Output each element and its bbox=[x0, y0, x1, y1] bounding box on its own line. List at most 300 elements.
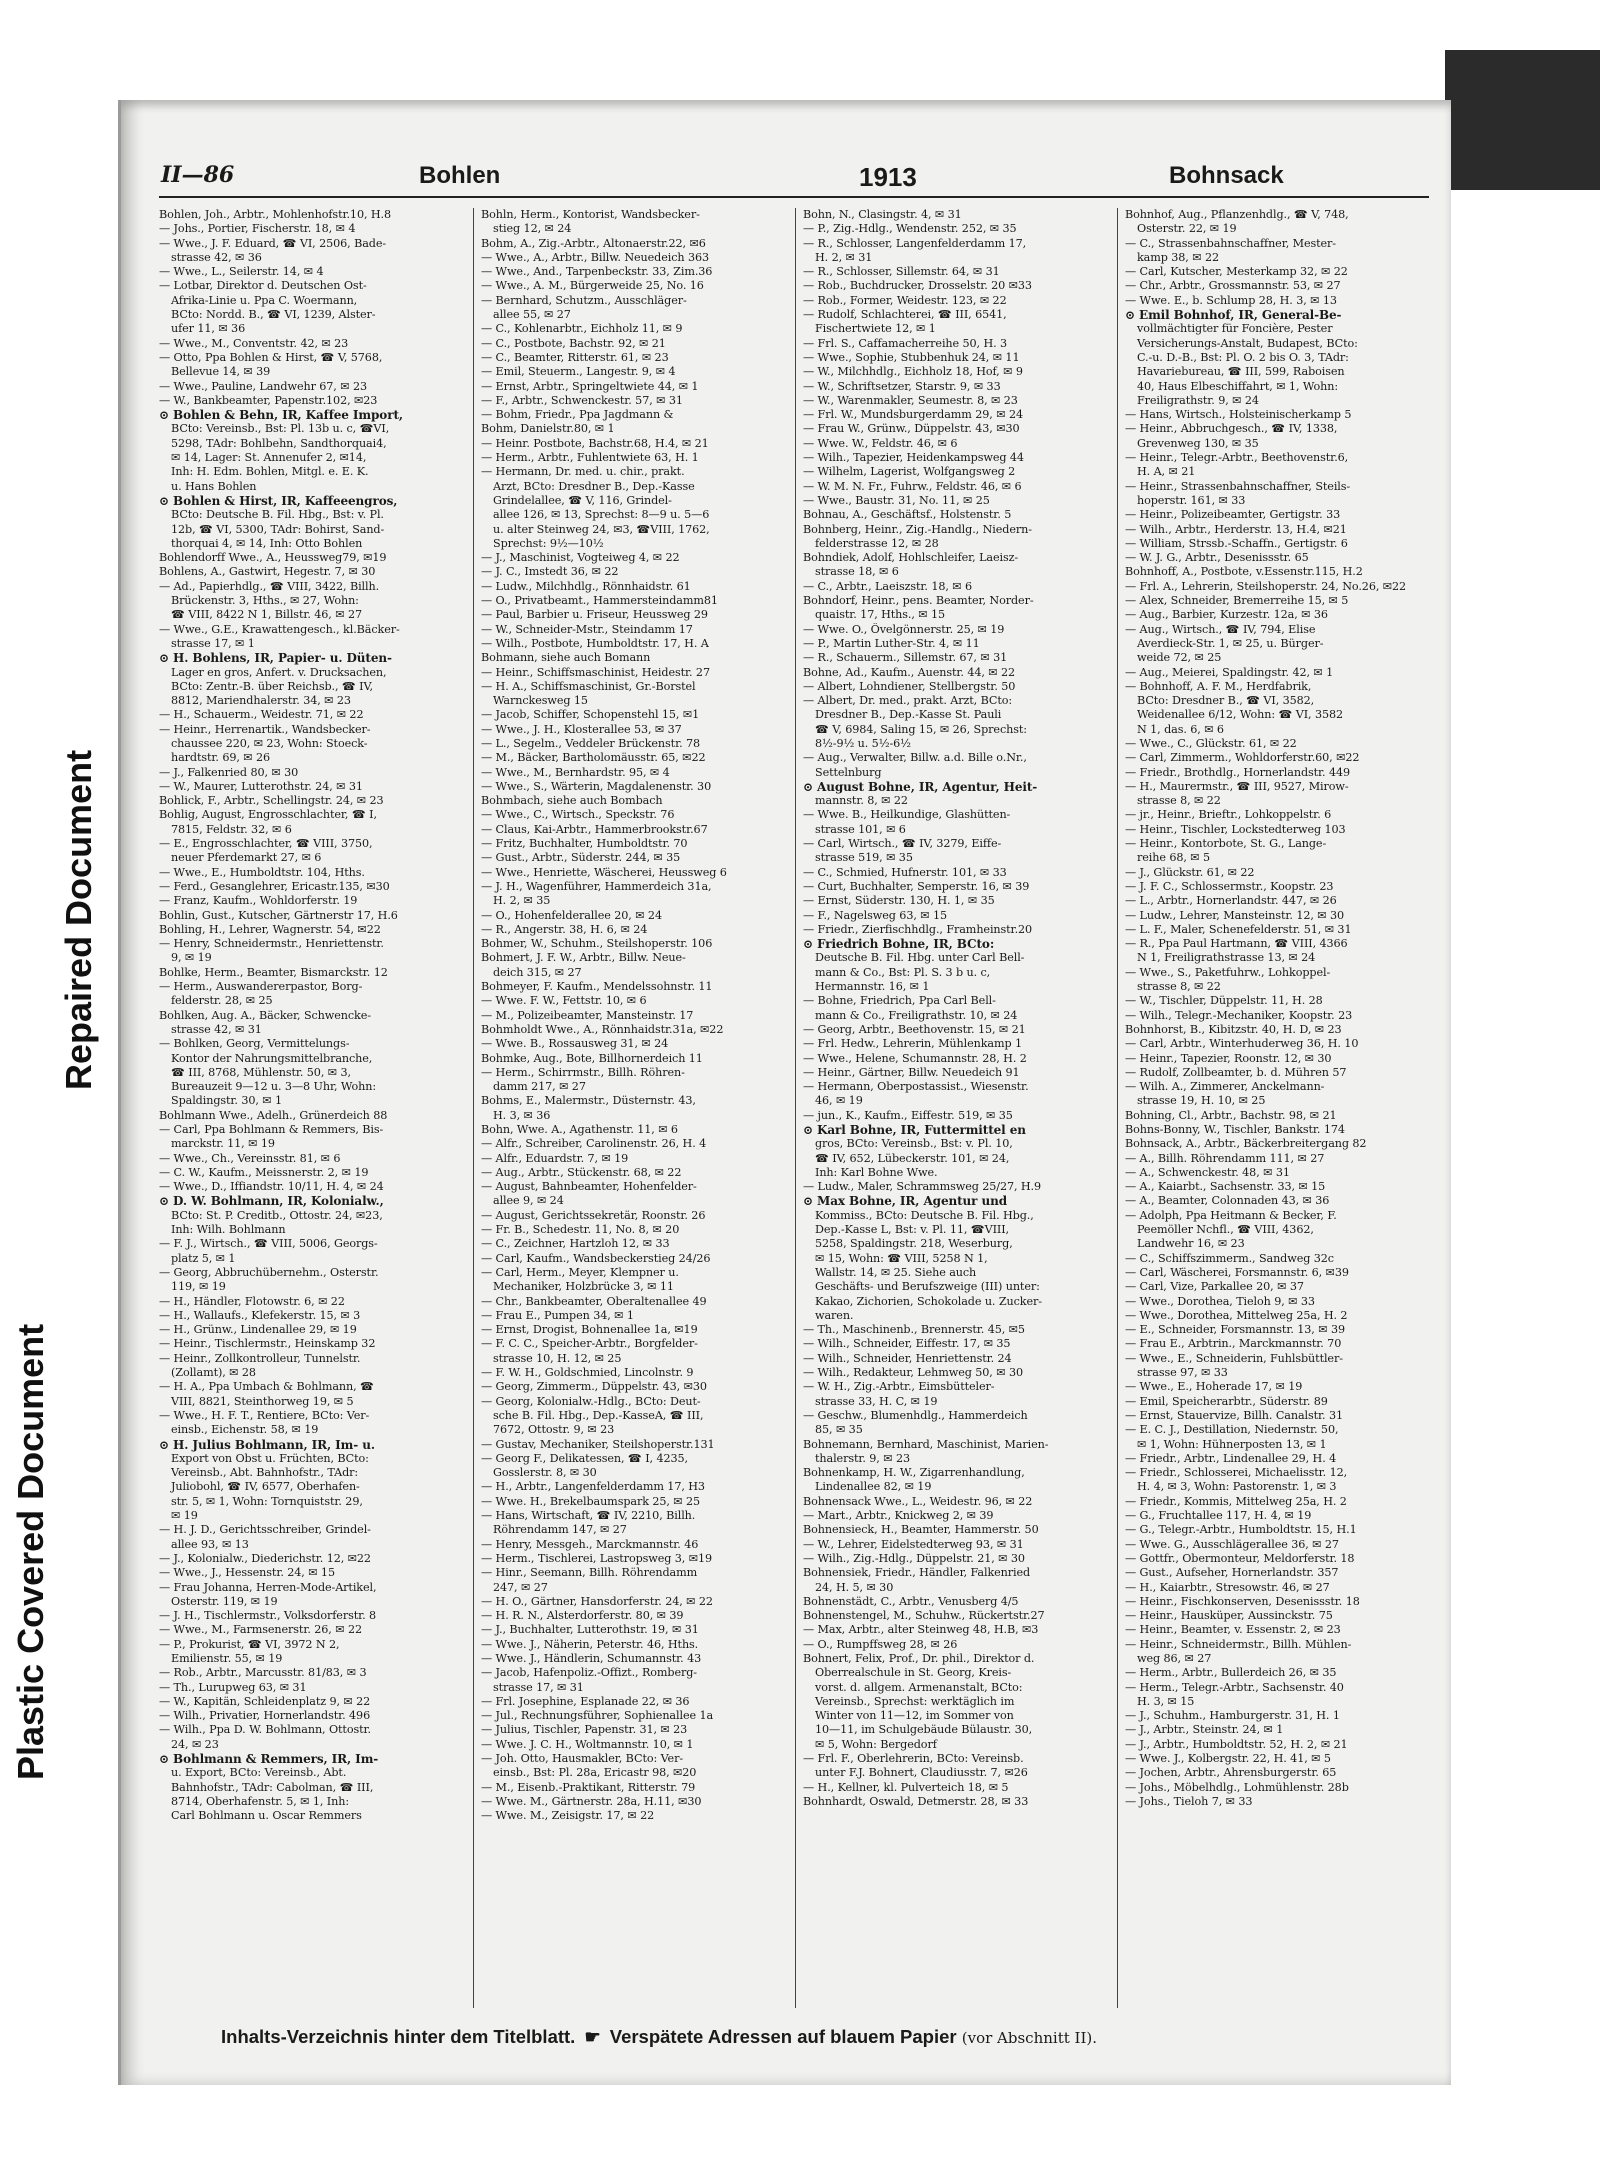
directory-entry-line: — Johs., Tieloh 7, ✉ 33 bbox=[1125, 1794, 1253, 1808]
directory-entry-line: strasse 10, H. 12, ✉ 25 bbox=[493, 1351, 622, 1365]
directory-entry-line: — Ernst, Drogist, Bohnenallee 1a, ✉19 bbox=[481, 1323, 698, 1337]
directory-entry-line: — W. J. G., Arbtr., Desenissstr. 65 bbox=[1125, 551, 1309, 565]
directory-columns bbox=[159, 208, 1429, 2008]
directory-entry-line: Wallstr. 14, ✉ 25. Siehe auch bbox=[815, 1265, 977, 1279]
directory-entry-line: — Wwe. F. W., Fettstr. 10, ✉ 6 bbox=[481, 994, 647, 1008]
directory-entry-line: — R., Schlosser, Langenfelderdamm 17, bbox=[803, 236, 1027, 250]
header-last-entry: Bohnsack bbox=[1169, 162, 1284, 189]
directory-entry-line: — J. H., Wagenführer, Hammerdeich 31a, bbox=[481, 879, 712, 893]
directory-entry-line: — Frau W., Grünw., Düppelstr. 43, ✉30 bbox=[803, 422, 1020, 436]
directory-entry-line: — Wwe. J., Händlerin, Schumannstr. 43 bbox=[481, 1651, 702, 1665]
directory-entry-line: deich 315, ✉ 27 bbox=[493, 965, 582, 979]
directory-entry-line: ⊙ Bohlmann & Remmers, IR, Im- bbox=[159, 1752, 379, 1767]
directory-entry-line: — H. A., Schiffsmaschinist, Gr.-Borstel bbox=[481, 679, 696, 693]
directory-entry-line: — Wwe., L., Seilerstr. 14, ✉ 4 bbox=[159, 265, 324, 279]
directory-entry-line: Bureauzeit 9—12 u. 3—8 Uhr, Wohn: bbox=[171, 1080, 377, 1094]
directory-entry-line: Freiligrathstr. 9, ✉ 24 bbox=[1137, 393, 1259, 407]
directory-entry-line: — Frau E., Arbtrin., Marckmannstr. 70 bbox=[1125, 1337, 1342, 1351]
directory-entry-line: vorst. d. allgem. Armenanstalt, BCto: bbox=[815, 1680, 1023, 1694]
directory-entry-line: — Emil, Steuerm., Langestr. 9, ✉ 4 bbox=[481, 365, 676, 379]
directory-entry-line: — H. A., Ppa Umbach & Bohlmann, ☎ bbox=[159, 1380, 374, 1394]
directory-entry-line: Dresdner B., Dep.-Kasse St. Pauli bbox=[815, 708, 1002, 722]
directory-entry-line: strasse 33, H. C, ✉ 19 bbox=[815, 1394, 938, 1408]
directory-entry-line: — Wwe., S., Paketfuhrw., Lohkoppel- bbox=[1125, 965, 1331, 979]
directory-entry-line: Lindenallee 82, ✉ 19 bbox=[815, 1480, 932, 1494]
directory-entry-line: Kontor der Nahrungsmittelbranche, bbox=[171, 1051, 373, 1065]
directory-entry-line: — A., Schwenckestr. 48, ✉ 31 bbox=[1125, 1165, 1290, 1179]
directory-entry-line: — Wilh., Telegr.-Mechaniker, Koopstr. 23 bbox=[1125, 1008, 1353, 1022]
directory-entry-line: Bellevue 14, ✉ 39 bbox=[171, 365, 271, 379]
directory-entry-line: 5258, Spaldingstr. 218, Weserburg, bbox=[815, 1237, 1013, 1251]
directory-entry-line: — Wwe., C., Wirtsch., Speckstr. 76 bbox=[481, 808, 675, 822]
directory-entry-line: Bohmbach, siehe auch Bombach bbox=[481, 794, 663, 808]
directory-entry-line: — C., Schiffszimmerm., Sandweg 32c bbox=[1125, 1251, 1334, 1265]
directory-entry-line: — Wwe., J. F. Eduard, ☎ VI, 2506, Bade- bbox=[159, 236, 387, 250]
directory-entry-line: — Wwe., S., Wärterin, Magdalenenstr. 30 bbox=[481, 779, 712, 793]
directory-entry-line: H. A, ✉ 21 bbox=[1137, 465, 1196, 479]
directory-entry-line: — Heinr., Schiffsmaschinist, Heidestr. 27 bbox=[481, 665, 710, 679]
directory-entry-line: — Herm., Arbtr., Fuhlentwiete 63, H. 1 bbox=[481, 451, 699, 465]
directory-entry-line: — Alex, Schneider, Bremerreihe 15, ✉ 5 bbox=[1125, 594, 1349, 608]
directory-entry-line: — Gustav, Mechaniker, Steilshoperstr.131 bbox=[481, 1437, 715, 1451]
directory-entry-line: Bohling, H., Lehrer, Wagnerstr. 54, ✉22 bbox=[159, 922, 381, 936]
directory-entry-line: Warnckesweg 15 bbox=[493, 694, 588, 708]
directory-entry-line: Bohm, A., Zig.-Arbtr., Altonaerstr.22, ✉6 bbox=[481, 236, 706, 250]
directory-entry-line: Bohlendorff Wwe., A., Heussweg79, ✉19 bbox=[159, 551, 387, 565]
directory-entry-line: gros, BCto: Vereinsb., Bst: v. Pl. 10, bbox=[815, 1137, 1013, 1151]
directory-entry-line: — Heinr., Gärtner, Billw. Neuedeich 91 bbox=[803, 1065, 1020, 1079]
directory-entry-line: — E., Engrosschlachter, ☎ VIII, 3750, bbox=[159, 837, 373, 851]
directory-entry-line: H. 3, ✉ 36 bbox=[493, 1108, 551, 1122]
directory-entry-line: 12b, ☎ VI, 5300, TAdr: Bohirst, Sand- bbox=[171, 522, 385, 536]
directory-entry-line: — Ernst, Süderstr. 130, H. 1, ✉ 35 bbox=[803, 894, 995, 908]
directory-entry-line: — Wwe., D., Iffiandstr. 10/11, H. 4, ✉ 24 bbox=[159, 1180, 384, 1194]
directory-entry-line: — Wwe. W., Feldstr. 46, ✉ 6 bbox=[803, 436, 958, 450]
directory-entry-line: — Wwe. M., Gärtnerstr. 28a, H.11, ✉30 bbox=[481, 1794, 702, 1808]
directory-entry-line: — J., Buchhalter, Lutterothstr. 19, ✉ 31 bbox=[481, 1623, 699, 1637]
directory-entry-line: allee 93, ✉ 13 bbox=[171, 1537, 249, 1551]
directory-entry-line: — jr., Heinr., Brieftr., Lohkoppelstr. 6 bbox=[1125, 808, 1332, 822]
directory-entry-line: — Heinr., Abbruchgesch., ☎ IV, 1338, bbox=[1125, 422, 1338, 436]
directory-entry-line: — Wilh. A., Zimmerer, Anckelmann- bbox=[1125, 1080, 1325, 1094]
directory-entry-line: Bohmert, J. F. W., Arbtr., Billw. Neue- bbox=[481, 951, 686, 965]
directory-entry-line: ✉ 1, Wohn: Hühnerposten 13, ✉ 1 bbox=[1137, 1437, 1327, 1451]
directory-entry-line: — Heinr., Hausküper, Aussinckstr. 75 bbox=[1125, 1609, 1333, 1623]
directory-entry-line: — Wilhelm, Lagerist, Wolfgangsweg 2 bbox=[803, 465, 1016, 479]
directory-entry-line: — Rob., Buchdrucker, Drosselstr. 20 ✉33 bbox=[803, 279, 1032, 293]
directory-entry-line: — J., Arbtr., Humboldtstr. 52, H. 2, ✉ 21 bbox=[1125, 1737, 1348, 1751]
directory-entry-line: — Rudolf, Zollbeamter, b. d. Mühren 57 bbox=[1125, 1065, 1347, 1079]
directory-entry-line: Bohmer, W., Schuhm., Steilshoperstr. 106 bbox=[481, 937, 713, 951]
directory-entry-line: strasse 519, ✉ 35 bbox=[815, 851, 913, 865]
directory-entry-line: Bohnhorst, B., Kibitzstr. 40, H. D, ✉ 23 bbox=[1125, 1022, 1342, 1036]
directory-entry-line: ✉ 15, Wohn: ☎ VIII, 5258 N 1, bbox=[815, 1251, 988, 1265]
directory-entry-line: ☎ III, 8768, Mühlenstr. 50, ✉ 3, bbox=[171, 1065, 351, 1079]
directory-entry-line: ✉ 19 bbox=[171, 1509, 198, 1523]
directory-entry-line: — Henry, Messgeh., Marckmannstr. 46 bbox=[481, 1537, 699, 1551]
directory-entry-line: — Hermann, Oberpostassist., Wiesenstr. bbox=[803, 1080, 1029, 1094]
directory-entry-line: — L., Segelm., Veddeler Brückenstr. 78 bbox=[481, 736, 701, 750]
directory-entry-line: — Jacob, Hafenpoliz.-Offizt., Romberg- bbox=[481, 1666, 697, 1680]
directory-entry-line: waren. bbox=[815, 1308, 854, 1322]
directory-entry-line: — W., Lehrer, Eidelstedterweg 93, ✉ 31 bbox=[803, 1537, 1024, 1551]
directory-entry-line: — Wilh., Schneider, Eiffestr. 17, ✉ 35 bbox=[803, 1337, 1011, 1351]
directory-entry-line: felderstr. 28, ✉ 25 bbox=[171, 994, 273, 1008]
directory-entry-line: strasse 97, ✉ 33 bbox=[1137, 1366, 1228, 1380]
directory-entry-line: Vereinsb., Abt. Bahnhofstr., TAdr: bbox=[171, 1466, 359, 1480]
directory-entry-line: Bohmke, Aug., Bote, Billhornerdeich 11 bbox=[481, 1051, 703, 1065]
directory-entry-line: 10—11, im Schulgebäude Bülaustr. 30, bbox=[815, 1723, 1033, 1737]
directory-entry-line: — H., Kaiarbtr., Stresowstr. 46, ✉ 27 bbox=[1125, 1580, 1330, 1594]
directory-entry-line: Röhrendamm 147, ✉ 27 bbox=[493, 1523, 627, 1537]
directory-entry-line: Bohnenstädt, C., Arbtr., Venusberg 4/5 bbox=[803, 1594, 1019, 1608]
directory-entry-line: — W., Warenmakler, Seumestr. 8, ✉ 23 bbox=[803, 393, 1018, 407]
directory-entry-line: — Ludw., Milchhdlg., Rönnhaidstr. 61 bbox=[481, 579, 691, 593]
directory-entry-line: — Wwe., Helene, Schumannstr. 28, H. 2 bbox=[803, 1051, 1027, 1065]
directory-entry-line: allee 9, ✉ 24 bbox=[493, 1194, 564, 1208]
directory-entry-line: — August, Bahnbeamter, Hohenfelder- bbox=[481, 1180, 697, 1194]
directory-entry-line: 8812, Mariendhalerstr. 34, ✉ 23 bbox=[171, 694, 351, 708]
directory-entry-line: — Wilh., Ppa D. W. Bohlmann, Ottostr. bbox=[159, 1723, 371, 1737]
directory-entry-line: mannstr. 8, ✉ 22 bbox=[815, 794, 908, 808]
directory-entry-line: — Wwe., Henriette, Wäscherei, Heussweg 6 bbox=[481, 865, 727, 879]
directory-entry-line: — F., Arbtr., Schwenckestr. 57, ✉ 31 bbox=[481, 393, 683, 407]
directory-entry-line: — Frau E., Pumpen 34, ✉ 1 bbox=[481, 1308, 634, 1322]
directory-entry-line: — Wwe. B., Heilkundige, Glashütten- bbox=[803, 808, 1011, 822]
directory-entry-line: — Fr. B., Schedestr. 11, No. 8, ✉ 20 bbox=[481, 1223, 680, 1237]
directory-entry-line: H. 3, ✉ 15 bbox=[1137, 1694, 1195, 1708]
directory-entry-line: — Otto, Ppa Bohlen & Hirst, ☎ V, 5768, bbox=[159, 350, 383, 364]
directory-entry-line: ⊙ Max Bohne, IR, Agentur und bbox=[803, 1194, 1008, 1209]
directory-entry-line: Brückenstr. 3, Hths., ✉ 27, Wohn: bbox=[171, 594, 359, 608]
directory-entry-line: — J., Glückstr. 61, ✉ 22 bbox=[1125, 865, 1255, 879]
directory-entry-line: Bohlmann Wwe., Adelh., Grünerdeich 88 bbox=[159, 1108, 388, 1122]
directory-entry-line: u. Export, BCto: Vereinsb., Abt. bbox=[171, 1766, 347, 1780]
directory-entry-line: stieg 12, ✉ 24 bbox=[493, 222, 572, 236]
directory-entry-line: ☎ VIII, 8422 N 1, Billstr. 46, ✉ 27 bbox=[171, 608, 362, 622]
directory-entry-line: — Georg, Abbruchübernehm., Osterstr. bbox=[159, 1265, 379, 1279]
directory-entry-line: — Georg, Arbtr., Beethovenstr. 15, ✉ 21 bbox=[803, 1022, 1026, 1036]
directory-entry-line: ⊙ Emil Bohnhof, IR, General-Be- bbox=[1125, 308, 1342, 323]
directory-entry-line: — Friedr., Brothdlg., Hornerlandstr. 449 bbox=[1125, 765, 1351, 779]
directory-entry-line: — Frl. S., Caffamacherreihe 50, H. 3 bbox=[803, 336, 1008, 350]
directory-entry-line: 46, ✉ 19 bbox=[815, 1094, 863, 1108]
directory-entry-line: — H. J. D., Gerichtsschreiber, Grindel- bbox=[159, 1523, 371, 1537]
directory-entry-line: — Carl, Arbtr., Winterhuderweg 36, H. 10 bbox=[1125, 1037, 1359, 1051]
directory-entry-line: Bohnberg, Heinr., Zig.-Handlg., Niedern- bbox=[803, 522, 1032, 536]
directory-entry-line: — Geschw., Blumenhdlg., Hammerdeich bbox=[803, 1408, 1028, 1422]
directory-entry-line: Averdieck-Str. 1, ✉ 25, u. Bürger- bbox=[1137, 636, 1324, 650]
directory-entry-line: — Adolph, Ppa Heitmann & Becker, F. bbox=[1125, 1208, 1337, 1222]
directory-entry-line: Bohnensack Wwe., L., Weidestr. 96, ✉ 22 bbox=[803, 1494, 1033, 1508]
directory-entry-line: — J. C., Imstedt 36, ✉ 22 bbox=[481, 565, 619, 579]
directory-entry-line: 7815, Feldstr. 32, ✉ 6 bbox=[171, 822, 292, 836]
page-header bbox=[159, 160, 1429, 198]
directory-entry-line: Bohlens, A., Gastwirt, Hegestr. 7, ✉ 30 bbox=[159, 565, 376, 579]
directory-entry-line: ⊙ August Bohne, IR, Agentur, Heit- bbox=[803, 779, 1038, 794]
directory-entry-line: — William, Strssb.-Schaffn., Gertigstr. 6 bbox=[1125, 536, 1348, 550]
directory-entry-line: — Johs., Möbelhdlg., Lohmühlenstr. 28b bbox=[1125, 1780, 1349, 1794]
directory-entry-line: Juliobohl, ☎ IV, 6577, Oberhafen- bbox=[171, 1480, 360, 1494]
directory-entry-line: — H., Arbtr., Langenfelderdamm 17, H3 bbox=[481, 1480, 705, 1494]
directory-entry-line: — Lotbar, Direktor d. Deutschen Ost- bbox=[159, 279, 367, 293]
directory-entry-line: — Wwe., C., Glückstr. 61, ✉ 22 bbox=[1125, 736, 1297, 750]
directory-entry-line: Bohln, Herm., Kontorist, Wandsbecker- bbox=[481, 208, 700, 221]
directory-entry-line: — Franz, Kaufm., Wohldorferstr. 19 bbox=[159, 894, 358, 908]
directory-entry-line: allee 126, ✉ 13, Sprechst: 8—9 u. 5—6 bbox=[493, 508, 710, 522]
directory-entry-line: Grindelallee, ☎ V, 116, Grindel- bbox=[493, 493, 672, 507]
directory-entry-line: Hermannstr. 16, ✉ 1 bbox=[815, 980, 930, 994]
directory-entry-line: — Hinr., Seemann, Billh. Röhrendamm bbox=[481, 1566, 698, 1580]
directory-entry-line: Bohning, Cl., Arbtr., Bachstr. 98, ✉ 21 bbox=[1125, 1108, 1337, 1122]
directory-entry-line: — Rudolf, Schlachterei, ☎ III, 6541, bbox=[803, 308, 1007, 322]
directory-entry-line: — Th., Lurupweg 63, ✉ 31 bbox=[159, 1680, 307, 1694]
directory-entry-line: strasse 42, ✉ 31 bbox=[171, 1022, 262, 1036]
directory-entry-line: hoperstr. 161, ✉ 33 bbox=[1137, 493, 1246, 507]
directory-entry-line: Versicherungs-Anstalt, Budapest, BCto: bbox=[1137, 336, 1358, 350]
directory-entry-line: thalerstr. 9, ✉ 23 bbox=[815, 1451, 910, 1465]
directory-entry-line: — Hans, Wirtschaft, ☎ IV, 2210, Billh. bbox=[481, 1509, 696, 1523]
directory-entry-line: 24, H. 5, ✉ 30 bbox=[815, 1580, 894, 1594]
directory-entry-line: — Heinr., Fischkonserven, Desenissstr. 18 bbox=[1125, 1594, 1360, 1608]
directory-entry-line: — Frl. A., Lehrerin, Steilshoperstr. 24, No.26, ✉22 bbox=[1125, 579, 1407, 593]
directory-entry-line: — Wwe., E., Hoherade 17, ✉ 19 bbox=[1125, 1380, 1303, 1394]
directory-entry-line: Bohlke, Herm., Beamter, Bismarckstr. 12 bbox=[159, 965, 388, 979]
directory-entry-line: ⊙ H. Julius Bohlmann, IR, Im- u. bbox=[159, 1437, 375, 1452]
directory-entry-line: — H., Grünw., Lindenallee 29, ✉ 19 bbox=[159, 1323, 357, 1337]
directory-entry-line: Landwehr 16, ✉ 23 bbox=[1137, 1237, 1245, 1251]
directory-entry-line: — G., Fruchtallee 117, H. 4, ✉ 19 bbox=[1125, 1509, 1312, 1523]
directory-entry-line: Arzt, BCto: Dresdner B., Dep.-Kasse bbox=[493, 479, 695, 493]
directory-entry-line: — C., Beamter, Ritterstr. 61, ✉ 23 bbox=[481, 350, 669, 364]
directory-entry-line: — Wwe. O., Övelgönnerstr. 25, ✉ 19 bbox=[803, 622, 1005, 636]
directory-entry-line: — Wwe. G., Ausschlägerallee 36, ✉ 27 bbox=[1125, 1537, 1339, 1551]
directory-entry-line: — Albert, Lohndiener, Stellbergstr. 50 bbox=[803, 679, 1016, 693]
directory-entry-line: — Wwe. B., Rossausweg 31, ✉ 24 bbox=[481, 1037, 669, 1051]
directory-entry-line: Bohmholdt Wwe., A., Rönnhaidstr.31a, ✉22 bbox=[481, 1022, 724, 1036]
directory-entry-line: Lager en gros, Anfert. v. Drucksachen, bbox=[171, 665, 387, 679]
directory-entry-line: — Chr., Arbtr., Grossmannstr. 53, ✉ 27 bbox=[1125, 279, 1341, 293]
directory-entry-line: str. 5, ✉ 1, Wohn: Tornquiststr. 29, bbox=[171, 1494, 363, 1508]
directory-entry-line: — Georg, Zimmerm., Düppelstr. 43, ✉30 bbox=[481, 1380, 707, 1394]
column-1 bbox=[159, 208, 464, 2008]
directory-entry-line: — Bernhard, Schutzm., Ausschläger- bbox=[481, 293, 687, 307]
directory-entry-line: — Georg, Kolonialw.-Hdlg., BCto: Deut- bbox=[481, 1394, 701, 1408]
directory-entry-line: Grevenweg 130, ✉ 35 bbox=[1137, 436, 1259, 450]
directory-entry-line: — Aug., Verwalter, Billw. a.d. Bille o.Nr., bbox=[803, 751, 1027, 765]
directory-entry-line: BCto: Vereinsb., Bst: Pl. 13b u. c, ☎VI, bbox=[171, 422, 390, 436]
directory-entry-line: BCto: Nordd. B., ☎ VI, 1239, Alster- bbox=[171, 308, 376, 322]
footer-late-addresses-note: Verspätete Adressen auf blauem Papier bbox=[609, 2026, 957, 2047]
directory-entry-line: Settelnburg bbox=[815, 765, 882, 779]
directory-entry-line: u. alter Steinweg 24, ✉3, ☎VIII, 1762, bbox=[493, 522, 710, 536]
header-year: 1913 bbox=[859, 162, 917, 192]
directory-entry-line: (Zollamt), ✉ 28 bbox=[171, 1366, 256, 1380]
directory-entry-line: H. 4, ✉ 3, Wohn: Pastorenstr. 1, ✉ 3 bbox=[1137, 1480, 1337, 1494]
directory-entry-line: Bohlin, Gust., Kutscher, Gärtnerstr 17, H.6 bbox=[159, 908, 398, 922]
directory-entry-line: — Wwe., Sophie, Stubbenhuk 24, ✉ 11 bbox=[803, 350, 1020, 364]
directory-entry-line: — Ferd., Gesanglehrer, Ericastr.135, ✉30 bbox=[159, 879, 390, 893]
directory-entry-line: BCto: Dresdner B., ☎ VI, 3582, bbox=[1137, 694, 1315, 708]
column-divider bbox=[795, 208, 796, 2008]
directory-entry-line: Carl Bohlmann u. Oscar Remmers bbox=[171, 1809, 362, 1823]
directory-entry-line: Dep.-Kasse L, Bst: v. Pl. 11, ☎VIII, bbox=[815, 1223, 1009, 1237]
directory-entry-line: thorquai 4, ✉ 14, Inh: Otto Bohlen bbox=[171, 536, 363, 550]
directory-entry-line: — Paul, Barbier u. Friseur, Heussweg 29 bbox=[481, 608, 708, 622]
repaired-document-label: Repaired Document bbox=[58, 749, 99, 1090]
directory-entry-line: — Aug., Arbtr., Stückenstr. 68, ✉ 22 bbox=[481, 1165, 682, 1179]
directory-entry-line: — Henry, Schneidermstr., Henriettenstr. bbox=[159, 937, 384, 951]
directory-entry-line: Oberrealschule in St. Georg, Kreis- bbox=[815, 1666, 1012, 1680]
directory-entry-line: — Heinr., Kontorbote, St. G., Lange- bbox=[1125, 837, 1327, 851]
directory-entry-line: u. Hans Bohlen bbox=[171, 479, 257, 493]
directory-entry-line: — Heinr., Schneidermstr., Billh. Mühlen- bbox=[1125, 1637, 1352, 1651]
directory-entry-line: allee 55, ✉ 27 bbox=[493, 308, 571, 322]
directory-entry-line: — Heinr., Herrenartik., Wandsbecker- bbox=[159, 722, 371, 736]
directory-entry-line: — Alfr., Eduardstr. 7, ✉ 19 bbox=[481, 1151, 629, 1165]
directory-entry-line: sche B. Fil. Hbg., Dep.-KasseA, ☎ III, bbox=[493, 1408, 704, 1422]
directory-entry-line: — Carl, Ppa Bohlmann & Remmers, Bis- bbox=[159, 1123, 384, 1136]
directory-entry-line: 119, ✉ 19 bbox=[171, 1280, 226, 1294]
directory-entry-line: — H., Kellner, kl. Pulverteich 18, ✉ 5 bbox=[803, 1780, 1009, 1794]
footer-index-note: Inhalts-Verzeichnis hinter dem Titelblatt. bbox=[221, 2026, 576, 2047]
directory-entry-line: strasse 42, ✉ 36 bbox=[171, 250, 262, 264]
column-4 bbox=[1125, 208, 1429, 2008]
directory-entry-line: ⊙ D. W. Bohlmann, IR, Kolonialw., bbox=[159, 1194, 384, 1209]
directory-entry-line: — Heinr., Telegr.-Arbtr., Beethovenstr.6, bbox=[1125, 451, 1349, 465]
directory-entry-line: — W. H., Zig.-Arbtr., Eimsbütteler- bbox=[803, 1380, 995, 1394]
directory-entry-line: — Frl. W., Mundsburgerdamm 29, ✉ 24 bbox=[803, 408, 1023, 422]
directory-entry-line: ✉ 14, Lager: St. Annenufer 2, ✉14, bbox=[171, 451, 367, 465]
directory-entry-line: Kakao, Zichorien, Schokolade u. Zucker- bbox=[815, 1294, 1042, 1308]
directory-entry-line: — W., Schneider-Mstr., Steindamm 17 bbox=[481, 622, 693, 636]
pointing-hand-icon: ☛ bbox=[584, 2027, 601, 2047]
directory-entry-line: ⊙ Bohlen & Behn, IR, Kaffee Import, bbox=[159, 408, 403, 423]
directory-entry-line: — M., Polizeibeamter, Mansteinstr. 17 bbox=[481, 1008, 694, 1022]
directory-entry-line: — Wwe., G.E., Krawattengesch., kl.Bäcker- bbox=[159, 622, 400, 636]
header-first-entry: Bohlen bbox=[419, 162, 501, 189]
directory-entry-line: — C., Postbote, Bachstr. 92, ✉ 21 bbox=[481, 336, 666, 350]
directory-entry-line: — Carl, Vize, Parkallee 20, ✉ 37 bbox=[1125, 1280, 1304, 1294]
directory-entry-line: hardtstr. 69, ✉ 26 bbox=[171, 751, 271, 765]
directory-entry-line: — Ernst, Arbtr., Springeltwiete 44, ✉ 1 bbox=[481, 379, 699, 393]
directory-entry-line: Export von Obst u. Früchten, BCto: bbox=[171, 1451, 369, 1465]
directory-entry-line: — Carl, Zimmerm., Wohldorferstr.60, ✉22 bbox=[1125, 751, 1360, 765]
directory-entry-line: — Wwe., Dorothea, Mittelweg 25a, H. 2 bbox=[1125, 1308, 1348, 1322]
directory-entry-line: strasse 17, ✉ 1 bbox=[171, 636, 255, 650]
directory-entry-line: chaussee 220, ✉ 23, Wohn: Stoeck- bbox=[171, 736, 368, 750]
directory-entry-line: — Wilh., Tapezier, Heidenkampsweg 44 bbox=[803, 451, 1024, 465]
directory-entry-line: Bohnhardt, Oswald, Detmerstr. 28, ✉ 33 bbox=[803, 1794, 1029, 1808]
directory-entry-line: — Herm., Tischlerei, Lastropsweg 3, ✉19 bbox=[481, 1551, 713, 1565]
directory-entry-line: unter F.J. Bohnert, Claudiusstr. 7, ✉26 bbox=[815, 1766, 1028, 1780]
directory-entry-line: — J., Falkenried 80, ✉ 30 bbox=[159, 765, 299, 779]
directory-entry-line: Osterstr. 22, ✉ 19 bbox=[1137, 222, 1237, 236]
directory-entry-line: — H., Händler, Flotowstr. 6, ✉ 22 bbox=[159, 1294, 345, 1308]
directory-entry-line: BCto: Zentr.-B. über Reichsb., ☎ IV, bbox=[171, 679, 373, 693]
directory-entry-line: Bohn, N., Clasingstr. 4, ✉ 31 bbox=[803, 208, 962, 221]
directory-entry-line: strasse 18, ✉ 6 bbox=[815, 565, 899, 579]
directory-entry-line: — W., Bankbeamter, Papenstr.102, ✉23 bbox=[159, 393, 378, 407]
directory-entry-line: — Heinr., Zollkontrolleur, Tunnelstr. bbox=[159, 1351, 361, 1365]
directory-entry-line: strasse 101, ✉ 6 bbox=[815, 822, 906, 836]
directory-entry-line: Bohndorf, Heinr., pens. Beamter, Norder- bbox=[803, 594, 1034, 608]
directory-entry-line: — Hermann, Dr. med. u. chir., prakt. bbox=[481, 465, 685, 479]
directory-entry-line: ⊙ Karl Bohne, IR, Futtermittel en bbox=[803, 1123, 1026, 1137]
directory-entry-line: — H., Schauerm., Weidestr. 71, ✉ 22 bbox=[159, 708, 364, 722]
directory-entry-line: — Wwe., Ch., Vereinsstr. 81, ✉ 6 bbox=[159, 1151, 341, 1165]
directory-entry-line: — Wwe., E., Schneiderin, Fuhlsbüttler- bbox=[1125, 1351, 1343, 1365]
directory-entry-line: — R., Schlosser, Sillemstr. 64, ✉ 31 bbox=[803, 265, 1000, 279]
directory-entry-line: — Wilh., Arbtr., Herderstr. 13, H.4, ✉21 bbox=[1125, 522, 1347, 536]
directory-entry-line: — W., Maurer, Lutterothstr. 24, ✉ 31 bbox=[159, 779, 363, 793]
directory-entry-line: Bohnsack, A., Arbtr., Bäckerbreitergang 82 bbox=[1125, 1137, 1367, 1151]
directory-entry-line: Bohnenkamp, H. W., Zigarrenhandlung, bbox=[803, 1466, 1025, 1480]
directory-entry-line: — H. R. N., Alsterdorferstr. 80, ✉ 39 bbox=[481, 1609, 684, 1623]
directory-entry-line: — Wwe., E., Humboldtstr. 104, Hths. bbox=[159, 865, 365, 879]
directory-entry-line: Bohmann, siehe auch Bomann bbox=[481, 651, 651, 665]
directory-entry-line: — Ernst, Stauervize, Billh. Canalstr. 31 bbox=[1125, 1408, 1344, 1422]
directory-entry-line: ✉ 5, Wohn: Bergedorf bbox=[815, 1737, 937, 1751]
directory-entry-line: — Bohlken, Georg, Vermittelungs- bbox=[159, 1037, 350, 1051]
page-footer bbox=[221, 2026, 1421, 2048]
directory-entry-line: — P., Zig.-Hdlg., Wendenstr. 252, ✉ 35 bbox=[803, 222, 1017, 236]
directory-entry-line: Bohnau, A., Geschäftsf., Holstenstr. 5 bbox=[803, 508, 1012, 522]
directory-entry-line: platz 5, ✉ 1 bbox=[171, 1251, 236, 1265]
directory-entry-line: — Carl, Wäscherei, Forsmannstr. 6, ✉39 bbox=[1125, 1265, 1349, 1279]
directory-entry-line: Bohlen, Joh., Arbtr., Mohlenhofstr.10, H.8 bbox=[159, 208, 392, 221]
directory-entry-line: ☎ IV, 652, Lübeckerstr. 101, ✉ 24, bbox=[815, 1151, 1010, 1165]
directory-entry-line: — Julius, Tischler, Papenstr. 31, ✉ 23 bbox=[481, 1723, 688, 1737]
directory-entry-line: — Rob., Arbtr., Marcusstr. 81/83, ✉ 3 bbox=[159, 1666, 367, 1680]
directory-entry-line: — Wwe., Baustr. 31, No. 11, ✉ 25 bbox=[803, 493, 990, 507]
directory-entry-line: weg 86, ✉ 27 bbox=[1137, 1651, 1212, 1665]
directory-entry-line: — Wwe., H. F. T., Rentiere, BCto: Ver- bbox=[159, 1408, 370, 1422]
directory-entry-line: — C., Zeichner, Hartzloh 12, ✉ 33 bbox=[481, 1237, 670, 1251]
directory-entry-line: 5298, TAdr: Bohlbehn, Sandthorquai4, bbox=[171, 436, 387, 450]
directory-entry-line: — Herm., Auswandererpastor, Borg- bbox=[159, 980, 363, 994]
directory-entry-line: — Frl. Josephine, Esplanade 22, ✉ 36 bbox=[481, 1694, 690, 1708]
directory-entry-line: Geschäfts- und Berufszweige (III) unter: bbox=[815, 1280, 1040, 1294]
directory-entry-line: — F., Nagelsweg 63, ✉ 15 bbox=[803, 908, 948, 922]
directory-entry-line: weide 72, ✉ 25 bbox=[1137, 651, 1222, 665]
directory-entry-line: — J., Kolonialw., Diederichstr. 12, ✉22 bbox=[159, 1551, 371, 1565]
directory-entry-line: — C., Kohlenarbtr., Eichholz 11, ✉ 9 bbox=[481, 322, 683, 336]
directory-entry-line: 40, Haus Elbeschiffahrt, ✉ 1, Wohn: bbox=[1137, 379, 1339, 393]
directory-entry-line: — Frl. Hedw., Lehrerin, Mühlenkamp 1 bbox=[803, 1037, 1023, 1051]
column-3 bbox=[803, 208, 1108, 2008]
directory-entry-line: — F. W. H., Goldschmied, Lincolnstr. 9 bbox=[481, 1366, 694, 1380]
scan-dark-corner bbox=[1445, 50, 1600, 190]
directory-entry-line: BCto: Deutsche B. Fil. Hbg., Bst: v. Pl. bbox=[171, 508, 384, 522]
directory-entry-line: ⊙ Friedrich Bohne, IR, BCto: bbox=[803, 937, 995, 952]
directory-entry-line: — Max, Arbtr., alter Steinweg 48, H.B, ✉3 bbox=[803, 1623, 1039, 1637]
directory-entry-line: Bohm, Danielstr.80, ✉ 1 bbox=[481, 422, 615, 436]
directory-entry-line: — Herm., Arbtr., Bullerdeich 26, ✉ 35 bbox=[1125, 1666, 1337, 1680]
directory-entry-line: — Carl, Kutscher, Mesterkamp 32, ✉ 22 bbox=[1125, 265, 1348, 279]
directory-entry-line: Bohnhof, Aug., Pflanzenhdlg., ☎ V, 748, bbox=[1125, 208, 1349, 221]
directory-entry-line: — Wwe. M., Zeisigstr. 17, ✉ 22 bbox=[481, 1809, 655, 1823]
directory-entry-line: 8714, Oberhafenstr. 5, ✉ 1, Inh: bbox=[171, 1794, 349, 1808]
directory-entry-line: Spaldingstr. 30, ✉ 1 bbox=[171, 1094, 283, 1108]
directory-entry-line: — Carl, Kaufm., Wandsbeckerstieg 24/26 bbox=[481, 1251, 711, 1265]
directory-entry-line: — Heinr., Tapezier, Roonstr. 12, ✉ 30 bbox=[1125, 1051, 1332, 1065]
directory-entry-line: neuer Pferdemarkt 27, ✉ 6 bbox=[171, 851, 322, 865]
directory-entry-line: H. 2, ✉ 35 bbox=[493, 894, 551, 908]
directory-entry-line: Fischertwiete 12, ✉ 1 bbox=[815, 322, 936, 336]
directory-entry-line: — A., Beamter, Colonnaden 43, ✉ 36 bbox=[1125, 1194, 1330, 1208]
directory-entry-line: — W., Kapitän, Schleidenplatz 9, ✉ 22 bbox=[159, 1694, 371, 1708]
